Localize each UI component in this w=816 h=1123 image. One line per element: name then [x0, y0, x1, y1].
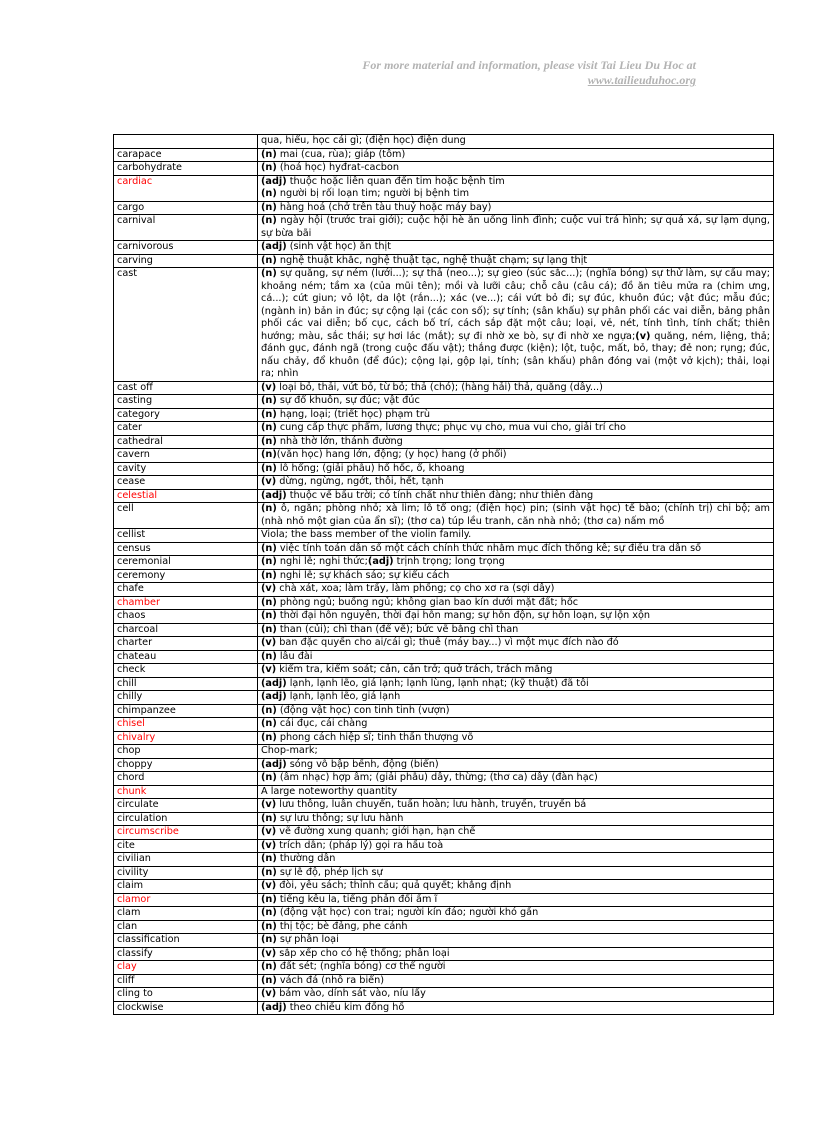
vocab-definition [258, 476, 774, 490]
definition-text: A large noteworthy quantity [261, 785, 398, 797]
vocab-definition [258, 880, 774, 894]
definition-text: thường dân [276, 853, 336, 864]
definition-text: phòng ngủ; buồng ngủ; không gian bao kín dưới mặt đất; hốc [276, 596, 579, 608]
part-of-speech: (v) [261, 947, 277, 959]
table-row [114, 812, 774, 826]
vocab-definition [258, 529, 774, 543]
definition-text: đòi, yêu sách; thỉnh cầu; quả quyết; khẳng định [276, 880, 512, 891]
table-row [114, 704, 774, 718]
vocab-definition [258, 839, 774, 853]
part-of-speech: (n) [261, 408, 277, 420]
table-row [114, 489, 774, 503]
vocab-definition [258, 623, 774, 637]
vocab-word: casting [114, 395, 258, 409]
vocab-word: clan [114, 920, 258, 934]
vocab-word: choppy [114, 758, 258, 772]
vocab-definition [258, 422, 774, 436]
vocab-definition [258, 907, 774, 921]
definition-text: (động vật học) con tinh tinh (vượn) [276, 704, 450, 716]
vocab-definition [258, 542, 774, 556]
definition-text: lạnh, lạnh lẽo, giá lạnh; lạnh lùng, lạnh nhạt; (kỹ thuật) đã tôi [286, 677, 589, 689]
part-of-speech: (n) [261, 569, 277, 581]
vocab-definition [258, 758, 774, 772]
definition-text: (sinh vật học) ăn thịt [286, 241, 391, 252]
definition-text: thời đại hỗn nguyên, thời đại hỗn mang; sự hỗn độn, sự hỗn loạn, sự lộn xộn [276, 610, 651, 621]
vocab-definition [258, 947, 774, 961]
vocab-word: chivalry [114, 731, 258, 745]
definition-text: nhà thờ lớn, thánh đường [276, 435, 403, 447]
table-row [114, 893, 774, 907]
part-of-speech: (n) [261, 650, 277, 662]
vocab-word: cathedral [114, 435, 258, 449]
table-row [114, 718, 774, 732]
part-of-speech: (adj) [261, 758, 287, 770]
part-of-speech: (adj) [261, 489, 287, 501]
vocab-word: celestial [114, 489, 258, 503]
table-row [114, 920, 774, 934]
vocab-word: cavity [114, 462, 258, 476]
definition-text: sắp xếp cho có hệ thống; phân loại [276, 947, 450, 959]
table-row [114, 162, 774, 176]
vocab-definition [258, 135, 774, 149]
table-row [114, 268, 774, 382]
part-of-speech: (n) [261, 961, 277, 972]
table-row [114, 947, 774, 961]
vocab-definition [258, 462, 774, 476]
table-row [114, 677, 774, 691]
vocab-word: carving [114, 254, 258, 268]
table-row [114, 745, 774, 759]
table-row [114, 907, 774, 921]
vocabulary-table-body [114, 135, 774, 1015]
part-of-speech: (n) [261, 462, 277, 474]
vocab-definition [258, 596, 774, 610]
table-row [114, 974, 774, 988]
table-row [114, 449, 774, 463]
vocab-word: chop [114, 745, 258, 759]
table-row [114, 610, 774, 624]
table-row [114, 435, 774, 449]
table-row [114, 785, 774, 799]
vocab-definition [258, 489, 774, 503]
table-row [114, 772, 774, 786]
table-row [114, 408, 774, 422]
vocab-word: clockwise [114, 1001, 258, 1015]
vocab-word: category [114, 408, 258, 422]
vocab-definition [258, 745, 774, 759]
vocab-definition [258, 148, 774, 162]
definition-text: lâu đài [276, 650, 313, 662]
vocab-word: circulation [114, 812, 258, 826]
vocab-definition [258, 893, 774, 907]
vocab-word: chaos [114, 610, 258, 624]
definition-text: trịnh trọng; long trọng [393, 556, 505, 567]
table-row [114, 650, 774, 664]
vocab-definition [258, 201, 774, 215]
part-of-speech: (n) [261, 268, 277, 279]
vocab-word: cater [114, 422, 258, 436]
vocab-word: cliff [114, 974, 258, 988]
table-row [114, 866, 774, 880]
vocab-word: classify [114, 947, 258, 961]
vocab-word: civility [114, 866, 258, 880]
definition-text: đất sét; (nghĩa bóng) cơ thể người [276, 961, 446, 972]
definition-text: phong cách hiệp sĩ; tinh thần thượng võ [276, 731, 474, 743]
part-of-speech: (n) [261, 772, 277, 783]
vocab-definition [258, 569, 774, 583]
part-of-speech: (n) [261, 422, 277, 433]
vocab-word: circumscribe [114, 826, 258, 840]
table-row [114, 623, 774, 637]
vocab-definition [258, 1001, 774, 1015]
vocab-definition [258, 162, 774, 176]
vocab-definition [258, 961, 774, 975]
vocab-definition [258, 503, 774, 529]
table-row [114, 583, 774, 597]
vocab-word: cease [114, 476, 258, 490]
vocab-word: cite [114, 839, 258, 853]
definition-text: quăng, ném, liệng, thả; đánh gục, đánh ngã (trong cuộc đấu vật); thắng được (kiện); lột, tuộc, mất, bỏ, thay; đẻ non; rụng; đúc, nấu chảy, đổ khuôn (để đúc); cộng lại, gộp lại, tính; (sân khấu) phân đóng vai (một vở kịch); thải, loại ra; nhìn [261, 330, 770, 379]
vocab-word: cellist [114, 529, 258, 543]
vocabulary-table [113, 134, 774, 1015]
definition-text: Chop-mark; [261, 745, 318, 756]
vocab-definition [258, 556, 774, 570]
vocab-definition [258, 704, 774, 718]
vocab-word: chord [114, 772, 258, 786]
vocab-word: chunk [114, 785, 258, 799]
table-row [114, 148, 774, 162]
part-of-speech: (n) [261, 934, 277, 945]
header-url-link[interactable]: www.tailieuduhoc.org [587, 73, 696, 87]
vocab-definition [258, 215, 774, 241]
part-of-speech: (n) [261, 542, 277, 554]
part-of-speech: (adj) [261, 1001, 287, 1013]
vocab-word: ceremony [114, 569, 258, 583]
part-of-speech: (adj) [367, 556, 394, 567]
definition-text: sự quăng, sự ném (lưới...); sự thả (neo...); sự gieo (súc sắc...); (nghĩa bóng) sự thử làm, sự cầu may; khoảng ném; tầm xa (của mũi tên); mồi và lưỡi câu; chỗ câu (câu cá); đồ ăn tiêu mửa ra (chim ưng, cá...); cứt giun; vỏ lột, da lột (rắn...); xác (ve...); cái vứt bỏ đi; sự đúc, khuôn đúc; vật đúc; mẫu đúc; (ngành in) bản in đúc; sự cộng lại (các con số); sự tính; (sân khấu) sự phân phối các vai diễn, bảng phân phối các vai diễn; bố cục, cách bố trí, cách sắp đặt một câu; loại, vẻ, nét, tính tình, tính chất; thiên hướng; màu, sắc thái; sự hơi lác (mắt); sự đi nhờ xe bò, sự đi nhờ xe ngựa; [261, 268, 770, 342]
definition-text: dừng, ngừng, ngớt, thôi, hết, tạnh [276, 476, 444, 487]
vocab-word: cling to [114, 988, 258, 1002]
vocab-word: clam [114, 907, 258, 921]
vocab-definition [258, 637, 774, 651]
definition-text: sự đổ khuôn, sự đúc; vật đúc [276, 395, 420, 406]
part-of-speech: (n) [261, 920, 277, 932]
part-of-speech: (n) [261, 623, 277, 635]
definition-text: nghệ thuật khắc, nghệ thuật tạc, nghệ thuật chạm; sự lạng thịt [276, 254, 588, 266]
definition-text: thuộc về bầu trời; có tính chất như thiên đàng; như thiên đàng [286, 489, 594, 501]
vocab-word: census [114, 542, 258, 556]
definition-text: hàng hoá (chở trên tàu thuỷ hoặc máy bay) [276, 201, 492, 213]
vocab-word: claim [114, 880, 258, 894]
table-row [114, 542, 774, 556]
vocab-word: classification [114, 934, 258, 948]
part-of-speech: (v) [635, 330, 651, 342]
definition-text: ngày hội (trước trai giới); cuộc hội hè ăn uống linh đình; cuộc vui trá hình; sự quá xá, sự lạm dụng, sự bừa bãi [261, 215, 770, 239]
definition-text: nghi lễ; sự khách sáo; sự kiểu cách [276, 569, 450, 581]
vocab-word: cavern [114, 449, 258, 463]
table-row [114, 503, 774, 529]
part-of-speech: (n) [261, 704, 277, 716]
vocab-word: charcoal [114, 623, 258, 637]
definition-text: sự phân loại [276, 934, 339, 945]
table-row [114, 731, 774, 745]
vocab-word: cast [114, 268, 258, 382]
vocab-definition [258, 254, 774, 268]
part-of-speech: (n) [261, 435, 277, 447]
vocab-word [114, 135, 258, 149]
table-row [114, 934, 774, 948]
vocab-definition [258, 381, 774, 395]
vocab-word: chateau [114, 650, 258, 664]
vocab-word: chafe [114, 583, 258, 597]
vocab-definition [258, 175, 774, 201]
vocab-definition [258, 677, 774, 691]
vocab-definition [258, 664, 774, 678]
vocab-definition [258, 718, 774, 732]
vocab-definition [258, 785, 774, 799]
table-row [114, 476, 774, 490]
vocab-definition [258, 799, 774, 813]
part-of-speech: (v) [261, 988, 277, 999]
table-row [114, 395, 774, 409]
definition-text: thị tộc; bè đảng, phe cánh [276, 920, 408, 932]
vocab-word: carnivorous [114, 241, 258, 255]
definition-text: việc tính toán dân số một cách chính thức nhằm mục đích thống kê; sự điều tra dân số [276, 542, 702, 554]
table-row [114, 853, 774, 867]
part-of-speech: (v) [261, 826, 277, 837]
definition-text: sóng vỗ bập bềnh, động (biển) [286, 758, 439, 770]
definition-text: vách đá (nhô ra biển) [276, 974, 385, 986]
vocab-word: clay [114, 961, 258, 975]
vocab-definition [258, 853, 774, 867]
definition-text: vẽ đường xung quanh; giới hạn, hạn chế [276, 826, 476, 837]
vocab-definition [258, 449, 774, 463]
vocab-definition [258, 772, 774, 786]
table-row [114, 758, 774, 772]
vocab-word: chilly [114, 691, 258, 705]
definition-text: thuộc hoặc liên quan đến tim hoặc bệnh tim [286, 175, 505, 187]
definition-text: ô, ngăn; phòng nhỏ; xà lim; lỗ tổ ong; (điện học) pin; (sinh vật học) tế bào; (chính trị) chi bộ; am (nhà nhỏ một gian của ẩn sĩ); (thơ ca) túp lều tranh, căn nhà nhỏ; (thơ ca) nấm mồ [261, 503, 770, 527]
vocab-definition [258, 610, 774, 624]
table-row [114, 988, 774, 1002]
vocab-definition [258, 920, 774, 934]
table-row [114, 422, 774, 436]
vocab-word: carbohydrate [114, 162, 258, 176]
vocab-word: circulate [114, 799, 258, 813]
vocab-definition [258, 691, 774, 705]
vocab-definition [258, 826, 774, 840]
part-of-speech: (v) [261, 637, 277, 648]
table-row [114, 799, 774, 813]
part-of-speech: (n) [261, 974, 277, 986]
part-of-speech: (v) [261, 799, 277, 810]
vocab-word: chisel [114, 718, 258, 732]
part-of-speech: (n) [261, 907, 277, 918]
vocab-word: cargo [114, 201, 258, 215]
table-row [114, 175, 774, 201]
definition-text: chà xát, xoa; làm trầy, làm phồng; cọ cho xơ ra (sợi dây) [276, 583, 555, 594]
part-of-speech: (n) [261, 866, 277, 878]
vocab-word: carapace [114, 148, 258, 162]
part-of-speech: (v) [261, 381, 277, 393]
vocab-definition [258, 650, 774, 664]
definition-text: loại bỏ, thải, vứt bỏ, từ bỏ; thả (chó); (hàng hải) thả, quăng (dây...) [276, 381, 603, 393]
table-row [114, 691, 774, 705]
vocab-definition [258, 583, 774, 597]
vocab-definition [258, 974, 774, 988]
part-of-speech: (v) [261, 476, 277, 487]
vocab-word: check [114, 664, 258, 678]
definition-text: người bị rối loạn tim; người bị bệnh tim [276, 188, 470, 199]
definition-text: Viola; the bass member of the violin family. [261, 529, 472, 540]
part-of-speech: (n) [261, 449, 277, 460]
definition-text: mai (cua, rùa); giáp (tôm) [276, 148, 406, 160]
part-of-speech: (n) [261, 395, 277, 406]
definition-text: than (củi); chì than (để vẽ); bức vẽ bằng chì than [276, 623, 519, 635]
definition-text: ban đặc quyền cho ai/cái gì; thuê (máy bay...) vì một mục đích nào đó [276, 637, 619, 648]
vocab-definition [258, 866, 774, 880]
definition-text: lạnh, lạnh lẽo, giá lạnh [286, 691, 401, 702]
part-of-speech: (n) [261, 503, 277, 514]
table-row [114, 201, 774, 215]
table-row [114, 664, 774, 678]
part-of-speech: (n) [261, 731, 277, 743]
part-of-speech: (adj) [261, 691, 287, 702]
part-of-speech: (adj) [261, 241, 287, 252]
part-of-speech: (n) [261, 201, 277, 213]
vocab-definition [258, 408, 774, 422]
table-row [114, 462, 774, 476]
part-of-speech: (v) [261, 583, 277, 594]
page-header [362, 58, 696, 88]
table-row [114, 826, 774, 840]
definition-text: lỗ hổng; (giải phẫu) hố hốc, ổ, khoang [276, 462, 465, 474]
part-of-speech: (n) [261, 812, 277, 824]
vocab-word: chimpanzee [114, 704, 258, 718]
definition-text: trích dẫn; (pháp lý) gọi ra hầu toà [276, 839, 444, 851]
definition-text: qua, hiểu, học cái gì; (điện học) điện dung [261, 135, 466, 146]
part-of-speech: (v) [261, 839, 277, 851]
vocab-definition [258, 268, 774, 382]
part-of-speech: (v) [261, 664, 277, 675]
part-of-speech: (adj) [261, 677, 287, 689]
definition-text: sự lưu thông; sự lưu hành [276, 812, 404, 824]
part-of-speech: (n) [261, 162, 277, 173]
table-row [114, 215, 774, 241]
table-row [114, 596, 774, 610]
part-of-speech: (n) [261, 718, 277, 729]
definition-text: (văn học) hang lớn, động; (y học) hang (ở phổi) [276, 449, 507, 460]
definition-text: (âm nhạc) hợp âm; (giải phẫu) dây, thừng; (thơ ca) dây (đàn hạc) [276, 772, 598, 783]
definition-text: cái đục, cái chàng [276, 718, 368, 729]
definition-text: kiểm tra, kiểm soát; cản, cản trở; quở trách, trách mắng [276, 664, 553, 675]
vocab-definition [258, 241, 774, 255]
part-of-speech: (v) [261, 880, 277, 891]
vocab-word: chamber [114, 596, 258, 610]
table-row [114, 135, 774, 149]
part-of-speech: (n) [261, 188, 277, 199]
header-notice: For more material and information, please visit Tai Lieu Du Hoc at [362, 58, 696, 72]
vocab-word: charter [114, 637, 258, 651]
definition-text: (hoá học) hyđrat-cacbon [276, 162, 399, 173]
vocab-word: cast off [114, 381, 258, 395]
vocab-definition [258, 435, 774, 449]
vocab-definition [258, 731, 774, 745]
table-row [114, 381, 774, 395]
table-row [114, 569, 774, 583]
vocab-definition [258, 395, 774, 409]
part-of-speech: (n) [261, 610, 277, 621]
vocab-word: ceremonial [114, 556, 258, 570]
part-of-speech: (n) [261, 596, 277, 608]
part-of-speech: (n) [261, 254, 277, 266]
part-of-speech: (n) [261, 148, 277, 160]
vocab-definition [258, 812, 774, 826]
table-row [114, 529, 774, 543]
definition-text: nghi lễ; nghi thức; [276, 556, 368, 567]
table-row [114, 880, 774, 894]
vocab-word: cell [114, 503, 258, 529]
table-row [114, 839, 774, 853]
definition-text: hạng, loại; (triết học) phạm trù [276, 408, 430, 420]
definition-text: sự lễ độ, phép lịch sự [276, 866, 383, 878]
definition-text: lưu thông, luân chuyển, tuần hoàn; lưu hành, truyền, truyền bá [276, 799, 587, 810]
definition-text: bám vào, dính sát vào, níu lấy [276, 988, 426, 999]
definition-text: theo chiều kim đồng hồ [286, 1001, 405, 1013]
part-of-speech: (n) [261, 893, 277, 905]
part-of-speech: (n) [261, 215, 277, 226]
vocab-word: civilian [114, 853, 258, 867]
table-row [114, 1001, 774, 1015]
part-of-speech: (adj) [261, 175, 287, 187]
vocab-definition [258, 988, 774, 1002]
vocab-word: chill [114, 677, 258, 691]
vocab-word: clamor [114, 893, 258, 907]
table-row [114, 241, 774, 255]
vocab-definition [258, 934, 774, 948]
table-row [114, 961, 774, 975]
part-of-speech: (n) [261, 853, 277, 864]
definition-text: cung cấp thực phẩm, lương thực; phục vụ cho, mua vui cho, giải trí cho [276, 422, 626, 433]
table-row [114, 556, 774, 570]
part-of-speech: (n) [261, 556, 277, 567]
vocab-word: carnival [114, 215, 258, 241]
table-row [114, 254, 774, 268]
definition-text: tiếng kêu la, tiếng phản đối ầm ĩ [276, 893, 438, 905]
table-row [114, 637, 774, 651]
definition-text: (động vật học) con trai; người kín đáo; người khó gần [276, 907, 539, 918]
vocab-word: cardiac [114, 175, 258, 201]
